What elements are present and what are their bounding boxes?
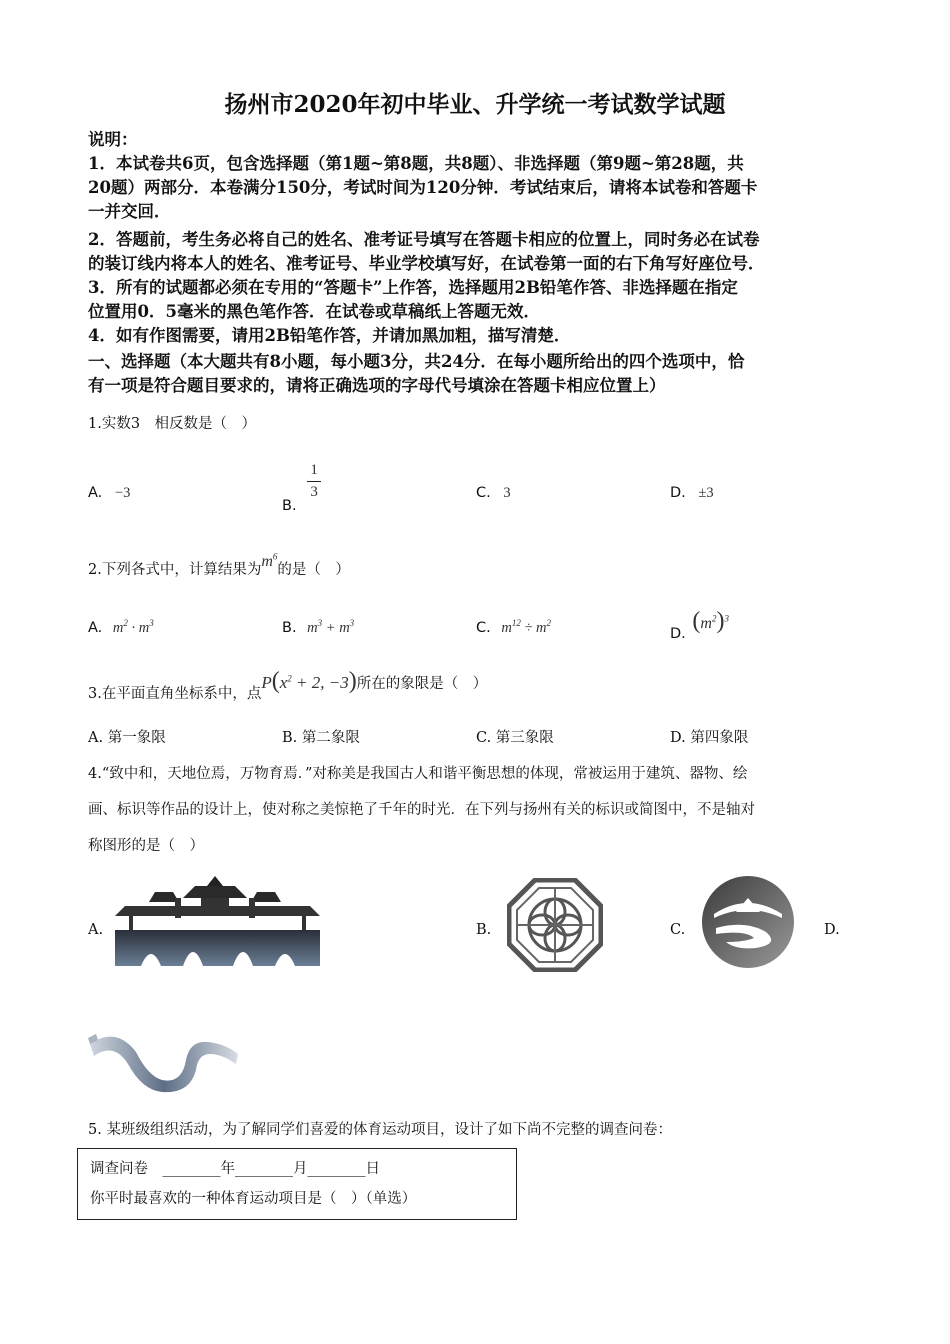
option-value: ±3	[698, 485, 714, 501]
question-2-stem	[88, 551, 350, 579]
question-4-line: 画、标识等作品的设计上，使对称之美惊艳了千年的时光．在下列与扬州有关的标识或简图中，不是轴对	[88, 802, 755, 818]
instruction-line: 一并交回．	[88, 202, 171, 221]
fraction-bar	[307, 481, 321, 482]
instruction-line: 1．本试卷共6页，包含选择题（第1题~第8题，共8题）、非选择题（第9题~第28题，共	[88, 154, 744, 173]
stem-text: 3.在平面直角坐标系中，点	[88, 686, 262, 702]
instruction-line: 3．所有的试题都必须在专用的“答题卡”上作答，选择题用2B铅笔作答、非选择题在指定	[88, 278, 738, 297]
option-expression: $(m^2)^3$	[692, 608, 729, 634]
q2-option-a	[88, 618, 154, 637]
math-term: $m^6$	[261, 551, 278, 570]
q2-option-d	[670, 608, 729, 642]
q3-option-d: D. 第四象限	[670, 730, 749, 746]
instruction-line: 位置用0．5毫米的黑色笔作答．在试卷或草稿纸上答题无效．	[88, 302, 540, 321]
option-expression: $m^{12} \div m^2$	[501, 618, 552, 636]
stem-text: 2.下列各式中，计算结果为	[88, 562, 262, 578]
instruction-line: 20题）两部分．本卷满分150分，考试时间为120分钟．考试结束后，请将本试卷和答题卡	[88, 178, 758, 197]
q3-option-a: A. 第一象限	[88, 730, 166, 746]
instruction-line: 2．答题前，考生务必将自己的姓名、准考证号填写在答题卡相应的位置上，同时务必在试卷	[88, 230, 760, 249]
question-5-stem: 5. 某班级组织活动，为了解同学们喜爱的体育运动项目，设计了如下尚不完整的调查问卷：	[88, 1122, 672, 1138]
instructions-heading: 说明：	[88, 130, 138, 149]
survey-box	[77, 1148, 517, 1220]
q4-option-a-label: A.	[88, 922, 104, 938]
q4-option-d-label: D.	[824, 922, 840, 938]
q4-option-b-label: B.	[476, 922, 492, 938]
circular-emblem-figure	[696, 872, 800, 972]
question-4-line: 4.“致中和，天地位焉，万物育焉．”对称美是我国古人和谐平衡思想的体现，常被运用于建筑、器物、绘	[88, 766, 748, 782]
wavy-ribbon-figure	[86, 1024, 242, 1094]
page-title: 扬州市2020年初中毕业、升学统一考试数学试题	[224, 91, 726, 118]
option-label: A.	[88, 619, 103, 636]
option-label: C.	[476, 619, 491, 636]
question-1-stem: 1.实数3 相反数是（ ）	[88, 416, 257, 432]
option-value: −3	[114, 485, 131, 501]
instruction-line: 4．如有作图需要，请用2B铅笔作答，并请加黑加粗，描写清楚．	[88, 326, 571, 345]
point-expression: $P(x^2 + 2$, −3)	[261, 668, 357, 694]
q1-option-c	[476, 485, 511, 502]
q4-option-c-label: C.	[670, 922, 686, 938]
lattice-window-figure	[507, 878, 603, 972]
option-expression: $m^3 + m^3$	[307, 618, 355, 636]
option-label: D.	[670, 626, 686, 642]
question-4-line: 称图形的是（ ）	[88, 838, 204, 854]
q2-option-b	[282, 618, 354, 637]
survey-date-line: 调查问卷 ________年________月________日	[90, 1161, 380, 1177]
option-label: C.	[476, 485, 491, 501]
numerator: 1	[310, 462, 318, 478]
q1-option-a	[88, 485, 130, 502]
q3-option-b: B. 第二象限	[282, 730, 360, 746]
option-label: B.	[282, 497, 297, 514]
denominator: 3	[310, 484, 318, 500]
q3-option-c: C. 第三象限	[476, 730, 554, 746]
survey-question: 你平时最喜欢的一种体育运动项目是（ ）（单选）	[90, 1191, 417, 1207]
option-expression: $m^2 \cdot m^3$	[112, 618, 154, 636]
option-label: B.	[282, 619, 297, 636]
fraction	[307, 462, 321, 501]
section-heading: 一、选择题（本大题共有8小题，每小题3分，共24分．在每小题所给出的四个选项中，恰	[88, 352, 745, 371]
option-label: D.	[670, 485, 686, 501]
question-3-stem	[88, 668, 488, 702]
option-label: A.	[88, 485, 103, 501]
q1-option-d	[670, 485, 714, 502]
section-heading: 有一项是符合题目要求的，请将正确选项的字母代号填涂在答题卡相应位置上）	[88, 376, 666, 395]
q1-option-b	[282, 462, 321, 514]
instruction-line: 的装订线内将本人的姓名、准考证号、毕业学校填写好，在试卷第一面的右下角写好座位号．	[88, 254, 765, 273]
q2-option-c	[476, 618, 551, 637]
stem-text: 所在的象限是（ ）	[356, 676, 488, 692]
pavilion-bridge-figure	[115, 876, 320, 966]
option-value: 3	[503, 485, 511, 501]
stem-text: 的是（ ）	[277, 562, 350, 578]
